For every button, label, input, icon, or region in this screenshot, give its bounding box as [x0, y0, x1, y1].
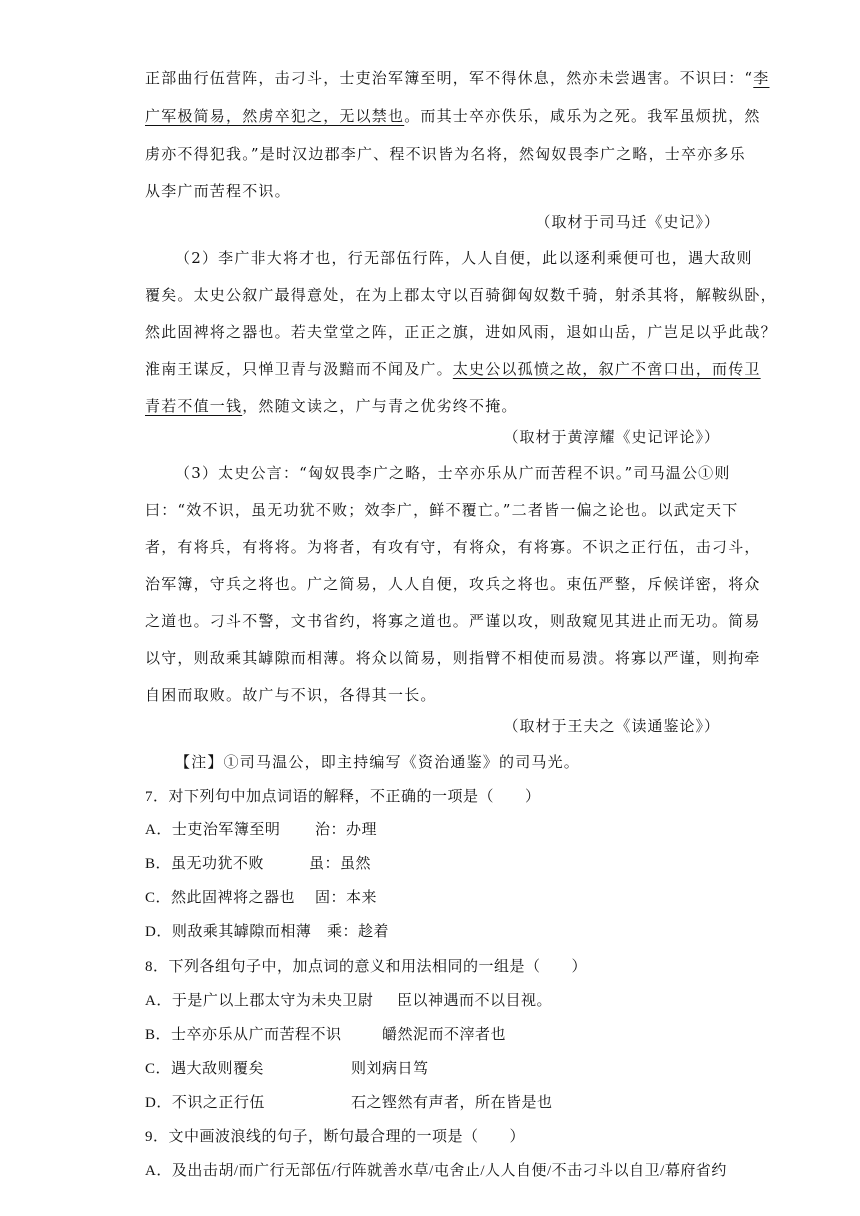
question-stem: 9．文中画波浪线的句子，断句最合理的一项是（ ）: [145, 1129, 526, 1145]
passage-line: 者，有将兵，有将将。为将者，有攻有守，有将众，有将寡。不识之正行伍，击刁斗，: [145, 538, 761, 556]
question-stem: 7．对下列句中加点词语的解释，不正确的一项是（ ）: [145, 789, 541, 805]
passage-line: 淮南王谋反，只惮卫青与汲黯而不闻及广。太史公以孤愤之故，叙广不啻口出，而传卫: [145, 360, 761, 378]
passage-line: 虏亦不得犯我。”是时汉边郡李广、程不识皆为名将，然匈奴畏李广之略，士卒亦多乐: [145, 145, 746, 163]
option-c: C．然此固裨将之器也 固：本来: [145, 890, 378, 906]
option-d: D．不识之正行伍 石之铿然有声者，所在皆是也: [145, 1095, 553, 1111]
passage-line: 覆矣。太史公叙广最得意处，在为上郡太守以百骑御匈奴数千骑，射杀其将，解鞍纵卧，: [145, 286, 777, 304]
passage-line: 从李广而苦程不识。: [145, 182, 291, 200]
passage-line: 然此固裨将之器也。若夫堂堂之阵，正正之旗，进如风雨，退如山岳，广岂足以乎此哉？: [145, 323, 777, 341]
passage-line: 以守，则敌乘其罅隙而相薄。将众以简易，则指臂不相使而易溃。将寡以严谨，则拘牵: [145, 649, 761, 667]
question-stem: 8．下列各组句子中，加点词的意义和用法相同的一组是（ ）: [145, 959, 588, 975]
option-d: D．则敌乘其罅隙而相薄 乘：趁着: [145, 924, 390, 940]
option-b: B．虽无功犹不败 虽：虽然: [145, 856, 372, 872]
passage-line: （3）太史公言：“匈奴畏李广之略，士卒亦乐从广而苦程不识。”司马温公①则: [175, 464, 731, 482]
passage-line: 曰：“效不识，虽无功犹不败；效李广，鲜不覆亡。”二者皆一偏之论也。以武定天下: [145, 501, 739, 519]
footnote: 【注】①司马温公，即主持编写《资治通鉴》的司马光。: [175, 753, 581, 771]
option-c: C．遇大敌则覆矣 则刘病日笃: [145, 1061, 429, 1077]
option-a: A．士吏治军簿至明 治：办理: [145, 822, 378, 838]
passage-line: 治军簿，守兵之将也。广之简易，人人自便，攻兵之将也。束伍严整，斥候详密，将众: [145, 575, 761, 593]
passage-line: 正部曲行伍营阵，击刁斗，士吏治军簿至明，军不得休息，然亦未尝遇害。不识曰：“李: [145, 69, 770, 87]
source-citation: （取材于王夫之《读通鉴论》）: [503, 717, 720, 735]
passage-line: （2）李广非大将才也，行无部伍行阵，人人自便，此以逐利乘便可也，遇大敌则: [175, 249, 753, 267]
option-a: A．于是广以上郡太守为未央卫尉 臣以神遇而不以目视。: [145, 993, 553, 1009]
passage-line: 自困而取败。故广与不识，各得其一长。: [145, 686, 437, 704]
source-citation: （取材于司马迁《史记》）: [535, 213, 720, 231]
passage-line: 青若不值一钱，然随文读之，广与青之优劣终不掩。: [145, 397, 518, 415]
option-b: B．士卒亦乐从广而苦程不识 皭然泥而不滓者也: [145, 1027, 507, 1043]
passage-line: 之道也。刁斗不警，文书省约，将寡之道也。严谨以攻，则敌窥见其进止而无功。简易: [145, 612, 761, 630]
source-citation: （取材于黄淳耀《史记评论》）: [503, 428, 720, 446]
passage-line: 广军极简易，然虏卒犯之，无以禁也。而其士卒亦佚乐，咸乐为之死。我军虽烦扰，然: [145, 107, 761, 125]
option-a: A．及出击胡/而广行无部伍/行阵就善水草/屯舍止/人人自便/不击刁斗以自卫/幕府省约: [145, 1163, 727, 1179]
